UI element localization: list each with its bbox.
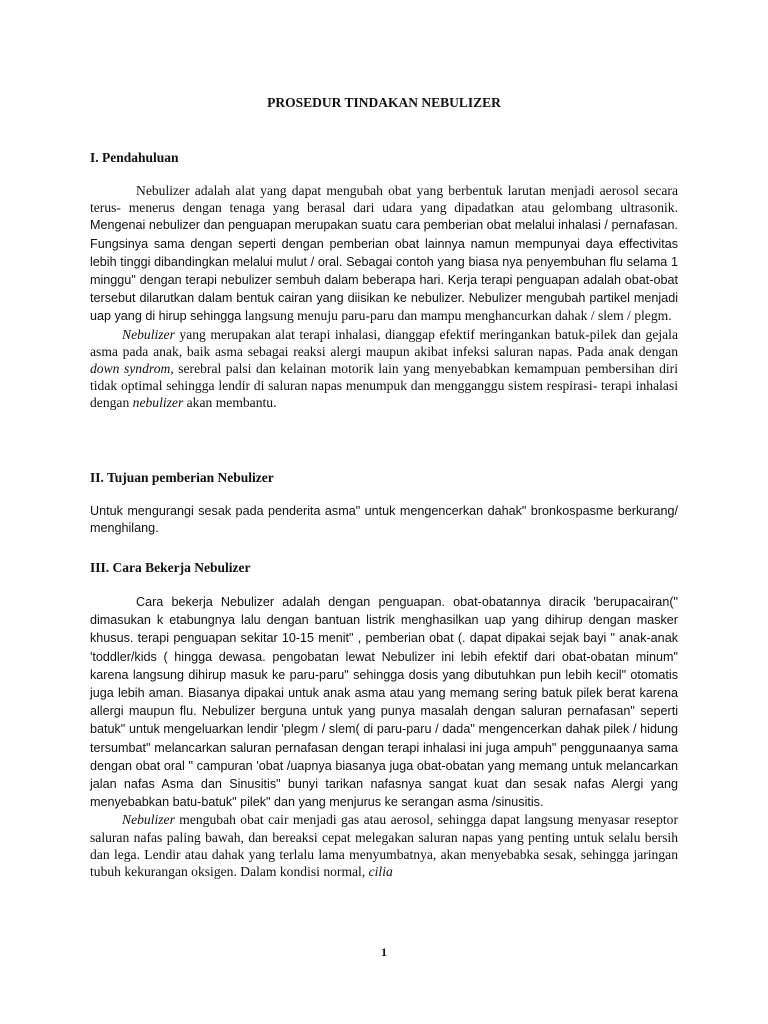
page-number: 1 (381, 945, 387, 959)
document-title: PROSEDUR TINDAKAN NEBULIZER (267, 95, 501, 110)
paragraph-text: yang merupakan alat terapi inhalasi, dianggap efektif meringankan batuk-pilek dan gejala asma pada anak, baik asma sebagai reaksi alergi maupun akibat infeksi saluran napas. Pada anak dengan (90, 326, 678, 359)
section-body-pendahuluan (90, 182, 678, 412)
section-body-cara-bekerja (90, 593, 678, 880)
paragraph-effectiveness (90, 326, 678, 412)
emphasis-text: cilia (368, 864, 393, 880)
paragraph-definition (90, 182, 678, 326)
paragraph-text: langsung menuju paru-paru dan mampu menghancurkan dahak / slem / plegm. (244, 308, 672, 324)
emphasis-text: down syndrom (90, 361, 171, 377)
paragraph-text: Mengenai nebulizer dan penguapan merupakan suatu cara pemberian obat melalui inhalasi / pernafasan. Fungsinya sama dengan seperti dengan pemberian obat lainnya namun mempunyai daya effectivitas lebih tinggi dibandingkan melalui mulut / oral. Sebagai contoh yang biasa nya penyembuhan flu selama 1 minggu" dengan terapi nebulizer sembuh dalam beberapa hari. Kerja terapi penguapan adalah obat-obat tersebut dilarutkan dalam bentuk cairan yang diisikan ke nebulizer. Nebulizer mengubah partikel menjadi uap yang di hirup sehingga (90, 218, 678, 324)
paragraph-mechanism (90, 811, 678, 880)
section-heading-pendahuluan: I. Pendahuluan (90, 150, 179, 165)
paragraph-how-it-works (90, 593, 678, 811)
emphasis-text: nebulizer (132, 395, 184, 411)
section-heading-cara-bekerja: III. Cara Bekerja Nebulizer (90, 560, 251, 575)
emphasis-text: Nebulizer (122, 812, 175, 828)
section-heading-tujuan: II. Tujuan pemberian Nebulizer (90, 470, 274, 485)
emphasis-text: Nebulizer (122, 326, 175, 342)
paragraph-purpose: Untuk mengurangi sesak pada penderita asma" untuk mengencerkan dahak" bronkospasme berkurang/ menghilang. (90, 504, 678, 536)
paragraph-text: Nebulizer adalah alat yang dapat mengubah obat yang berbentuk larutan menjadi aerosol secara terus- menerus dengan tenaga yang berasal dari udara yang dipadatkan atau gelombang ultrasonik. (90, 183, 678, 216)
paragraph-text: Cara bekerja Nebulizer adalah dengan penguapan. obat-obatannya diracik 'berupacairan(" dimasukan k etabungnya lalu dengan bantuan listrik menghasilkan uap yang dihirup dengan masker khusus. terapi penguapan sekitar 10-15 menit" , pemberian obat (. dapat dipakai sejak bayi " anak-anak 'toddler/kids ( hingga dewasa. pengobatan lewat Nebulizer ini lebih efektif dari obat-obatan minum" karena langsung dihirup masuk ke paru-paru" sehingga dosis yang dibutuhkan pun lebih kecil" otomatis juga lebih aman. Biasanya dipakai untuk anak asma atau yang memang sering batuk pilek berat karena allergi maupun flu. Nebulizer berguna untuk yang punya masalah dengan saluran pernafasan" seperti batuk" untuk mengeluarkan lendir 'plegm / slem( di paru-paru / dada" mengencerkan dahak pilek / hidung tersumbat" melancarkan saluran pernafasan dengan terapi inhalasi ini juga ampuh" penggunaanya sama dengan obat oral " campuran 'obat /uapnya biasanya juga obat-obatan yang memang untuk melancarkan jalan nafas Asma dan Sinusitis" bunyi tarikan nafasnya sangat kuat dan sesak nafas Alergi yang menyebabkan batu-batuk" pilek" dan yang menjurus ke serangan asma /sinusitis. (90, 595, 678, 810)
paragraph-text: , serebral palsi dan kelainan motorik lain yang menyebabkan kemampuan pembersihan diri tidak optimal sehingga lendir di saluran napas menumpuk dan mengganggu sistem respirasi- terapi inhalasi dengan (90, 361, 678, 411)
section-body-tujuan (90, 503, 678, 537)
paragraph-text: akan membantu. (183, 395, 277, 411)
paragraph-text: mengubah obat cair menjadi gas atau aerosol, sehingga dapat langsung menyasar reseptor saluran nafas paling bawah, dan bereaksi cepat melegakan saluran napas yang penting untuk selalu bersih dan lega. Lendir atau dahak yang terlalu lama menyumbatnya, akan menyebabka sesak, sehingga jaringan tubuh kekurangan oksigen. Dalam kondisi normal, (90, 812, 678, 880)
